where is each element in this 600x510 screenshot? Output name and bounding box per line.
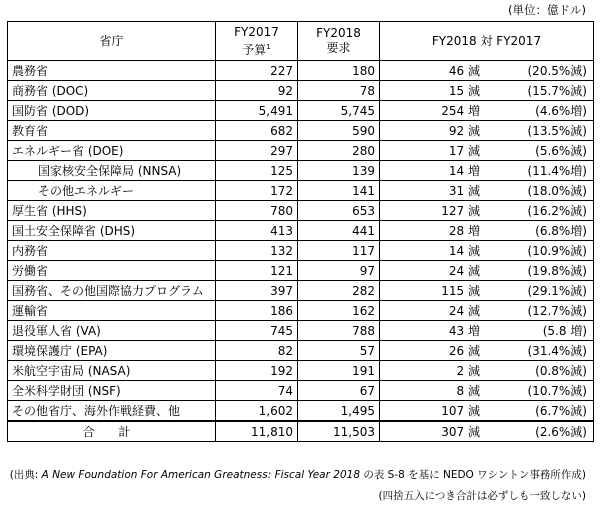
fy2017-cell: 1,602 [216, 401, 298, 422]
agency-cell: その他省庁、海外作戦経費、他 [8, 401, 216, 422]
diff-percent: (12.7%減) [527, 303, 587, 318]
diff-value: 254 増 [441, 103, 480, 118]
agency-cell: 米航空宇宙局 (NASA) [8, 361, 216, 381]
diff-cell [380, 161, 594, 181]
table-row [8, 161, 594, 181]
fy2018-cell: 78 [298, 81, 380, 101]
diff-value: 2 減 [456, 363, 480, 378]
diff-value: 115 減 [441, 283, 480, 298]
fy2017-cell: 413 [216, 221, 298, 241]
diff-percent: (29.1%減) [527, 283, 587, 298]
source-prefix: (出典: [9, 469, 42, 481]
agency-cell: 国土安全保障省 (DHS) [8, 221, 216, 241]
table-row [8, 261, 594, 281]
diff-value: 28 増 [448, 223, 480, 238]
total-fy2017: 11,810 [216, 421, 298, 442]
diff-value: 26 減 [448, 343, 480, 358]
fy2018-cell: 162 [298, 301, 380, 321]
diff-cell [380, 401, 594, 422]
agency-cell: 内務省 [8, 241, 216, 261]
diff-cell [380, 61, 594, 81]
diff-percent: (10.9%減) [527, 243, 587, 258]
agency-cell: 環境保護庁 (EPA) [8, 341, 216, 361]
diff-cell [380, 141, 594, 161]
header-fy2018-year: FY2018 [316, 26, 361, 40]
diff-value: 31 減 [448, 183, 480, 198]
fy2017-cell: 121 [216, 261, 298, 281]
fy2018-cell: 57 [298, 341, 380, 361]
agency-cell: 商務省 (DOC) [8, 81, 216, 101]
diff-cell [380, 81, 594, 101]
fy2017-cell: 682 [216, 121, 298, 141]
agency-cell: 運輸省 [8, 301, 216, 321]
diff-value: 14 減 [448, 243, 480, 258]
fy2018-cell: 117 [298, 241, 380, 261]
diff-cell [380, 181, 594, 201]
agency-cell: 厚生省 (HHS) [8, 201, 216, 221]
agency-cell: 労働省 [8, 261, 216, 281]
agency-cell: 農務省 [8, 61, 216, 81]
table-row [8, 121, 594, 141]
diff-percent: (20.5%減) [527, 63, 587, 78]
footnote-marker: 1 [266, 42, 271, 51]
source-suffix: の表 S-8 を基に NEDO ワシントン事務所作成) [360, 469, 586, 481]
header-fy2017-year: FY2017 [234, 24, 279, 39]
table-row [8, 141, 594, 161]
table-row [8, 401, 594, 422]
agency-cell: 全米科学財団 (NSF) [8, 381, 216, 401]
header-fy2018 [298, 22, 380, 61]
budget-table [7, 21, 594, 442]
diff-value: 8 減 [456, 383, 480, 398]
diff-value: 107 減 [441, 403, 480, 418]
diff-percent: (15.7%減) [527, 83, 587, 98]
diff-value: 24 減 [448, 263, 480, 278]
diff-value: 17 減 [448, 143, 480, 158]
unit-label: (単位：億ドル) [508, 3, 586, 17]
diff-cell [380, 301, 594, 321]
diff-cell [380, 321, 594, 341]
total-diff-cell [380, 421, 594, 442]
total-diff: 307 減 [441, 424, 480, 439]
fy2018-cell: 1,495 [298, 401, 380, 422]
diff-cell [380, 221, 594, 241]
fy2017-cell: 397 [216, 281, 298, 301]
table-row [8, 181, 594, 201]
diff-value: 24 減 [448, 303, 480, 318]
agency-cell: 国家核安全保障局 (NNSA) [8, 161, 216, 181]
fy2017-cell: 132 [216, 241, 298, 261]
fy2017-cell: 780 [216, 201, 298, 221]
diff-cell [380, 361, 594, 381]
diff-cell [380, 341, 594, 361]
table-row [8, 81, 594, 101]
table-row [8, 361, 594, 381]
fy2017-cell: 172 [216, 181, 298, 201]
agency-cell: エネルギー省 (DOE) [8, 141, 216, 161]
diff-value: 15 減 [448, 83, 480, 98]
diff-cell [380, 241, 594, 261]
fy2017-cell: 227 [216, 61, 298, 81]
diff-percent: (10.7%減) [527, 383, 587, 398]
table-row [8, 301, 594, 321]
diff-percent: (4.6%増) [535, 103, 587, 118]
fy2017-cell: 192 [216, 361, 298, 381]
fy2018-cell: 590 [298, 121, 380, 141]
fy2018-cell: 97 [298, 261, 380, 281]
diff-cell [380, 201, 594, 221]
header-agency: 省庁 [8, 22, 216, 61]
header-fy2017-label: 予算 [242, 42, 267, 57]
diff-value: 127 減 [441, 203, 480, 218]
table-row [8, 321, 594, 341]
diff-cell [380, 381, 594, 401]
fy2017-cell: 186 [216, 301, 298, 321]
diff-value: 14 増 [448, 163, 480, 178]
diff-percent: (6.7%減) [535, 403, 587, 418]
fy2018-cell: 788 [298, 321, 380, 341]
diff-percent: (11.4%増) [527, 163, 587, 178]
diff-cell [380, 121, 594, 141]
diff-percent: (13.5%減) [527, 123, 587, 138]
fy2017-cell: 5,491 [216, 101, 298, 121]
fy2018-cell: 141 [298, 181, 380, 201]
fy2017-cell: 297 [216, 141, 298, 161]
diff-percent: (19.8%減) [527, 263, 587, 278]
fy2018-cell: 441 [298, 221, 380, 241]
total-label: 合 計 [8, 421, 216, 442]
agency-cell: 国防省 (DOD) [8, 101, 216, 121]
agency-cell: 教育省 [8, 121, 216, 141]
fy2017-cell: 125 [216, 161, 298, 181]
diff-cell [380, 281, 594, 301]
total-row [8, 421, 594, 442]
table-row [8, 281, 594, 301]
fy2018-cell: 139 [298, 161, 380, 181]
table-row [8, 241, 594, 261]
fy2018-cell: 5,745 [298, 101, 380, 121]
fy2017-cell: 74 [216, 381, 298, 401]
rounding-note: (四捨五入につき合計は必ずしも一致しない) [378, 490, 586, 502]
total-pct: (2.6%減) [535, 424, 587, 439]
diff-percent: (5.8 増) [542, 323, 587, 338]
agency-cell: その他エネルギー [8, 181, 216, 201]
fy2018-cell: 67 [298, 381, 380, 401]
fy2017-cell: 745 [216, 321, 298, 341]
table-row [8, 341, 594, 361]
total-fy2018: 11,503 [298, 421, 380, 442]
fy2018-cell: 191 [298, 361, 380, 381]
fy2017-cell: 82 [216, 341, 298, 361]
header-fy2017 [216, 22, 298, 61]
source-note [10, 467, 586, 483]
table-row [8, 201, 594, 221]
diff-percent: (5.6%減) [535, 143, 587, 158]
fy2018-cell: 280 [298, 141, 380, 161]
fy2018-cell: 282 [298, 281, 380, 301]
table-row [8, 221, 594, 241]
table-row [8, 381, 594, 401]
table-row [8, 61, 594, 81]
table-body [8, 61, 594, 422]
diff-percent: (18.0%減) [527, 183, 587, 198]
diff-percent: (31.4%減) [527, 343, 587, 358]
table-row [8, 101, 594, 121]
diff-percent: (16.2%減) [527, 203, 587, 218]
source-title: A New Foundation For American Greatness: Fiscal Year 2018 [41, 469, 360, 481]
diff-percent: (0.8%減) [535, 363, 587, 378]
diff-cell [380, 261, 594, 281]
header-row [8, 22, 594, 61]
fy2018-cell: 180 [298, 61, 380, 81]
header-diff: FY2018 対 FY2017 [380, 22, 594, 61]
diff-value: 46 減 [448, 63, 480, 78]
agency-cell: 退役軍人省 (VA) [8, 321, 216, 341]
agency-cell: 国務省、その他国際協力プログラム [8, 281, 216, 301]
diff-value: 92 減 [448, 123, 480, 138]
diff-value: 43 増 [448, 323, 480, 338]
diff-percent: (6.8%増) [535, 223, 587, 238]
diff-cell [380, 101, 594, 121]
fy2017-cell: 92 [216, 81, 298, 101]
fy2018-cell: 653 [298, 201, 380, 221]
header-fy2018-label: 要求 [326, 41, 351, 55]
